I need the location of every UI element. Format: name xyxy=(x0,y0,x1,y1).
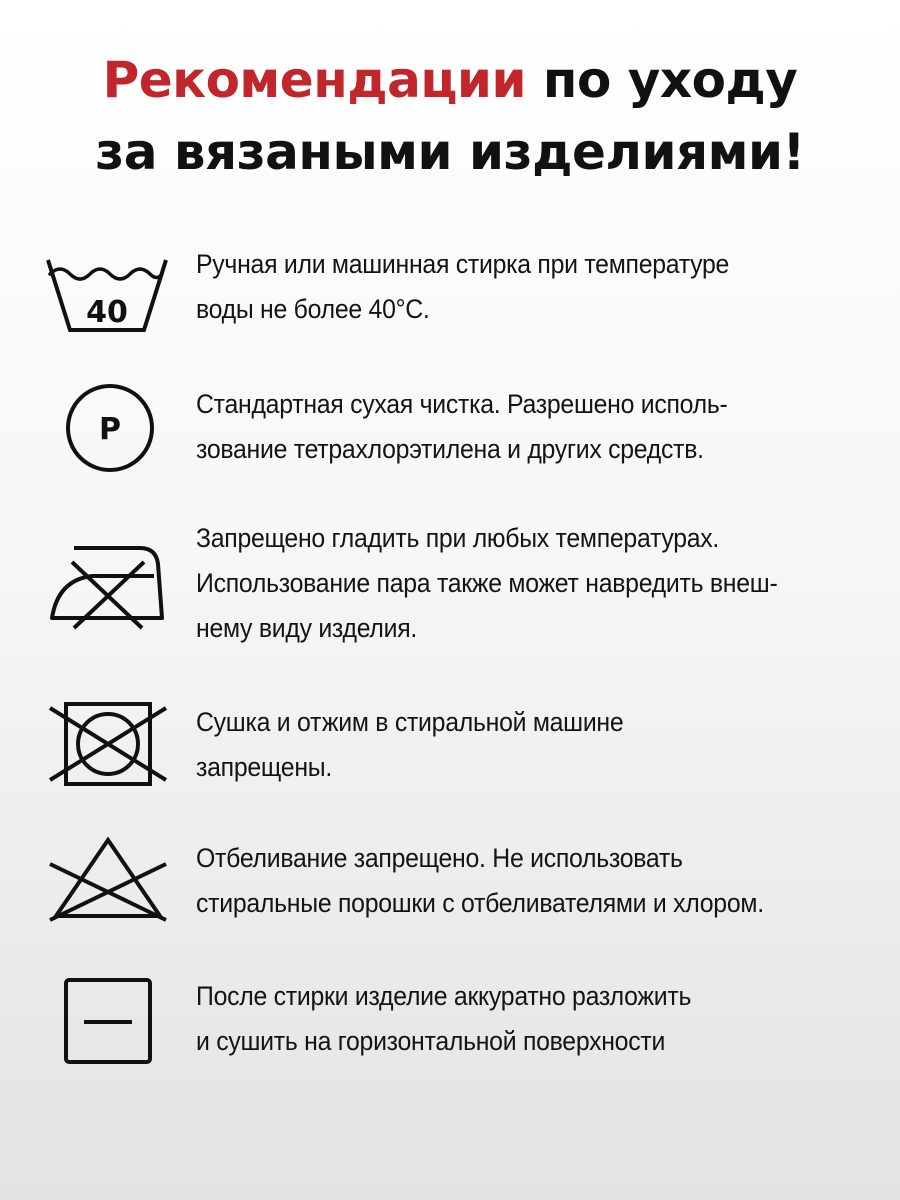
care-item-line: Ручная или машинная стирка при температуре xyxy=(196,249,730,279)
care-item-line: нему виду изделия. xyxy=(196,613,418,643)
care-item-line: воды не более 40°С. xyxy=(196,294,430,324)
care-item-line: Сушка и отжим в стиральной машине xyxy=(196,707,624,737)
care-item-line: После стирки изделие аккуратно разложить xyxy=(196,981,692,1011)
do-not-bleach-icon xyxy=(44,834,170,924)
care-item-text xyxy=(196,974,822,1064)
care-item-text xyxy=(196,836,822,926)
do-not-iron-icon xyxy=(44,540,170,630)
care-item-line: зование тетрахлорэтилена и других средств. xyxy=(196,434,704,464)
page-title xyxy=(0,44,900,188)
care-item-text xyxy=(196,700,822,790)
dry-clean-letter: P xyxy=(99,412,121,447)
care-item-line: стиральные порошки с отбеливателями и хлором. xyxy=(196,888,764,918)
title-line-1 xyxy=(0,44,900,116)
dry-flat-icon xyxy=(44,976,170,1066)
wash-40-icon xyxy=(44,254,170,334)
dry-clean-p-icon xyxy=(44,380,170,476)
care-item-line: запрещены. xyxy=(196,752,332,782)
care-item-line: Стандартная сухая чистка. Разрешено исполь- xyxy=(196,389,728,419)
care-item-line: и сушить на горизонтальной поверхности xyxy=(196,1026,666,1056)
title-rest: по уходу xyxy=(542,51,798,109)
care-item-text xyxy=(196,382,822,472)
wash-temperature-label: 40 xyxy=(86,295,128,330)
care-item-text xyxy=(196,242,822,332)
care-item-line: Запрещено гладить при любых температурах. xyxy=(196,523,720,553)
care-item-line: Отбеливание запрещено. Не использовать xyxy=(196,843,683,873)
title-line-2: за вязаными изделиями! xyxy=(95,123,805,181)
care-item-line: Использование пара также может навредить внеш- xyxy=(196,568,778,598)
title-accent: Рекомендации xyxy=(102,51,526,109)
care-item-text xyxy=(196,516,822,651)
do-not-tumble-dry-icon xyxy=(44,698,170,790)
